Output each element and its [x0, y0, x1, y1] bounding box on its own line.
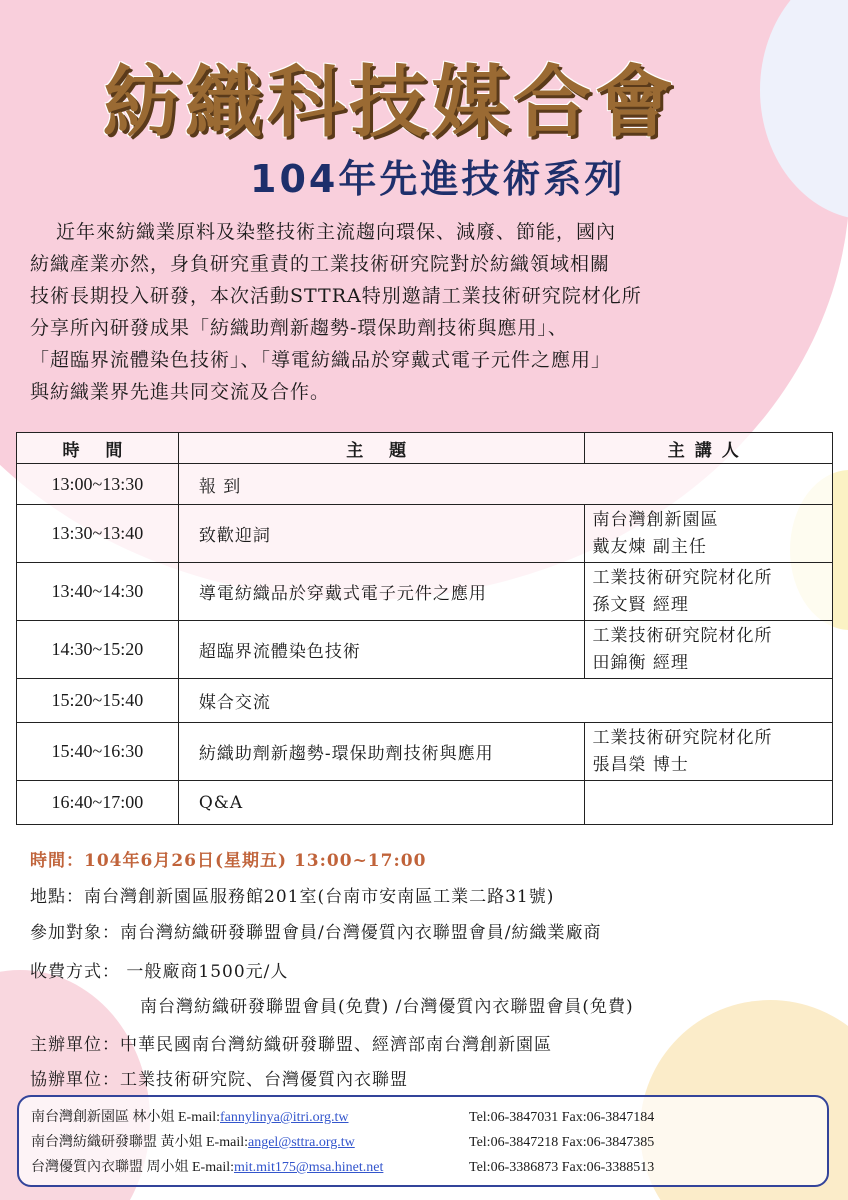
table-row — [17, 679, 833, 723]
row-topic: 紡織助劑新趨勢-環保助劑技術與應用 — [178, 723, 584, 781]
header-topic: 主 題 — [178, 433, 584, 464]
intro-line: 近年來紡織業原料及染整技術主流趨向環保、減廢、節能，國內 — [56, 221, 617, 243]
intro-paragraph — [30, 216, 820, 408]
row-topic: 超臨界流體染色技術 — [178, 621, 584, 679]
table-row — [17, 505, 833, 563]
contact-box — [17, 1095, 829, 1187]
table-row — [17, 621, 833, 679]
contact-name: 南台灣創新園區 林小姐 E-mail: — [31, 1110, 220, 1125]
row-speaker: 南台灣創新園區 戴友煉 副主任 — [584, 505, 833, 563]
event-location: 地點：南台灣創新園區服務館201室(台南市安南區工業二路31號) — [30, 887, 555, 907]
contact-name: 台灣優質內衣聯盟 周小姐 E-mail: — [31, 1160, 234, 1175]
row-speaker: 工業技術研究院材化所 張昌榮 博士 — [584, 723, 833, 781]
intro-line: 分享所內研發成果「紡織助劑新趨勢-環保助劑技術與應用」、 — [30, 317, 568, 339]
event-fee: 收費方式： 一般廠商1500元/人 — [30, 962, 289, 982]
contact-row — [31, 1105, 815, 1130]
row-time: 13:40~14:30 — [17, 563, 179, 621]
header-speaker: 主講人 — [584, 433, 833, 464]
event-date: 時間：104年6月26日(星期五) 13:00~17:00 — [30, 851, 427, 871]
email-link[interactable]: mit.mit175@msa.hinet.net — [234, 1160, 384, 1175]
row-topic: 媒合交流 — [178, 679, 832, 723]
table-row — [17, 563, 833, 621]
contact-name: 南台灣紡織研發聯盟 黃小姐 E-mail: — [31, 1135, 248, 1150]
contact-phone: Tel:06-3386873 Fax:06-3388513 — [469, 1160, 655, 1175]
event-fee-members: 南台灣紡織研發聯盟會員(免費) /台灣優質內衣聯盟會員(免費) — [140, 997, 634, 1017]
event-coorganizer: 協辦單位：工業技術研究院、台灣優質內衣聯盟 — [30, 1070, 408, 1090]
row-time: 16:40~17:00 — [17, 781, 179, 825]
intro-line: 技術長期投入研發，本次活動STTRA特別邀請工業技術研究院材化所 — [30, 285, 642, 307]
row-time: 14:30~15:20 — [17, 621, 179, 679]
table-header-row — [17, 433, 833, 464]
row-time: 15:20~15:40 — [17, 679, 179, 723]
event-audience: 參加對象：南台灣紡織研發聯盟會員/台灣優質內衣聯盟會員/紡織業廠商 — [30, 923, 602, 943]
contact-row — [31, 1155, 815, 1180]
intro-line: 紡織產業亦然，身負研究重責的工業技術研究院對於紡織領域相關 — [30, 253, 611, 275]
intro-line: 「超臨界流體染色技術」、「導電紡織品於穿戴式電子元件之應用」 — [30, 349, 612, 371]
row-time: 15:40~16:30 — [17, 723, 179, 781]
contact-phone: Tel:06-3847031 Fax:06-3847184 — [469, 1110, 655, 1125]
row-topic: 致歡迎詞 — [178, 505, 584, 563]
row-speaker — [584, 781, 833, 825]
row-topic: 報 到 — [178, 464, 832, 505]
header-time: 時 間 — [17, 433, 179, 464]
row-topic: Q&A — [178, 781, 584, 825]
email-link[interactable]: fannylinya@itri.org.tw — [220, 1110, 349, 1125]
row-time: 13:30~13:40 — [17, 505, 179, 563]
row-speaker: 工業技術研究院材化所 孫文賢 經理 — [584, 563, 833, 621]
row-time: 13:00~13:30 — [17, 464, 179, 505]
page-title: 紡織科技媒合會 — [102, 57, 677, 148]
row-topic: 導電紡織品於穿戴式電子元件之應用 — [178, 563, 584, 621]
schedule-table — [16, 432, 833, 825]
table-row — [17, 464, 833, 505]
contact-row — [31, 1130, 815, 1155]
email-link[interactable]: angel@sttra.org.tw — [248, 1135, 355, 1150]
page-subtitle: 104年先進技術系列 — [250, 157, 626, 201]
table-row — [17, 723, 833, 781]
contact-phone: Tel:06-3847218 Fax:06-3847385 — [469, 1135, 655, 1150]
intro-line: 與紡織業界先進共同交流及合作。 — [30, 381, 331, 403]
table-row — [17, 781, 833, 825]
event-organizer: 主辦單位：中華民國南台灣紡織研發聯盟、經濟部南台灣創新園區 — [30, 1035, 552, 1055]
row-speaker: 工業技術研究院材化所 田錦衡 經理 — [584, 621, 833, 679]
